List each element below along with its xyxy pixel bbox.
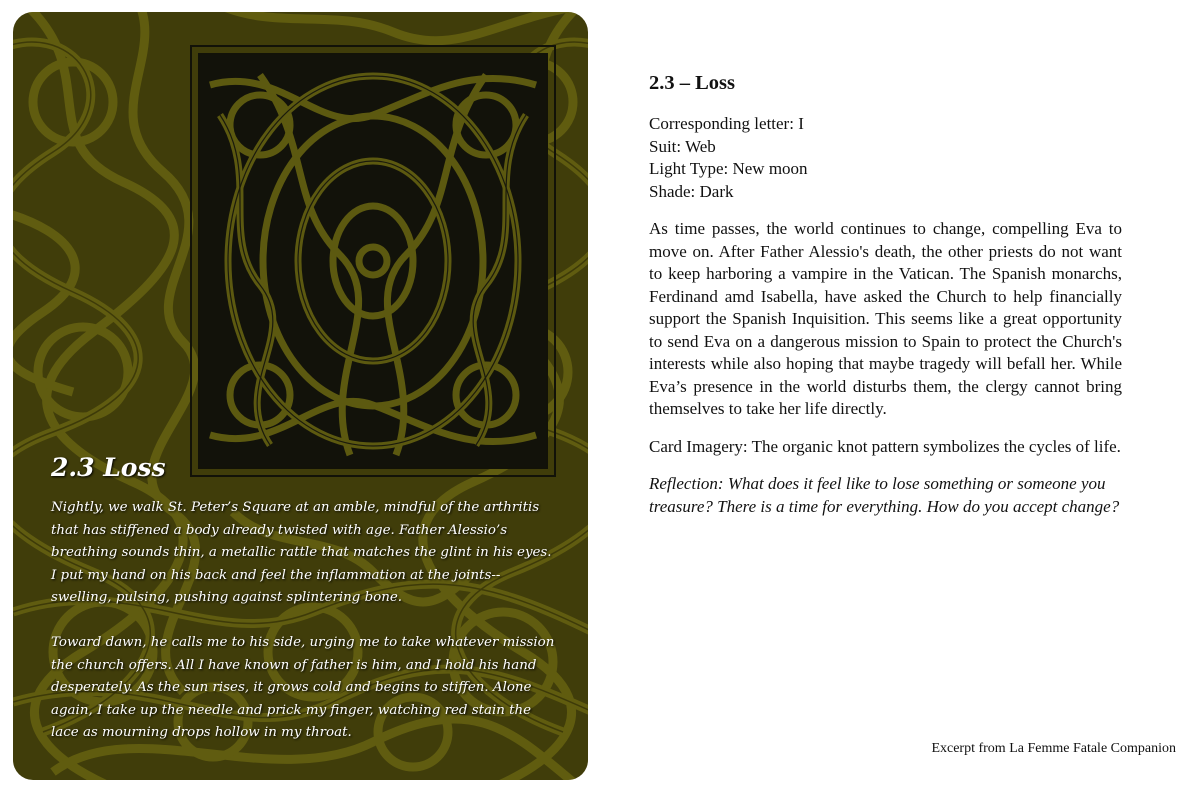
knot-illustration-panel (198, 53, 548, 469)
card-title: 2.3 Loss (51, 453, 166, 482)
meta-light-type: Light Type: New moon (649, 159, 808, 178)
source-caption: Excerpt from La Femme Fatale Companion (931, 741, 1176, 756)
card-story-paragraph: Toward dawn, he calls me to his side, urging me to take whatever mission the church offers. All I have known of father is him, and I hold his hand desperately. As the sun rises, it grows cold and begins to stiffen. Alone again, I take up the needle and prick my finger, watching red stain the lace as mourning drops hollow in my throat. (51, 634, 555, 741)
card-description-panel (649, 72, 1122, 533)
card-story-paragraph: Nightly, we walk St. Peter’s Square at an amble, mindful of the arthritis that has stiffened a body already twisted with age. Father Alessio’s breathing sounds thin, a metallic rattle that matches the glint in his eyes. I put my hand on his back and feel the inflammation at the joints-- swelling, pulsing, pushing against splintering bone. (51, 500, 552, 606)
tarot-card (13, 12, 588, 780)
meta-shade: Shade: Dark (649, 181, 734, 201)
knot-illustration (200, 55, 546, 467)
card-story-text (51, 497, 561, 767)
card-heading: 2.3 – Loss (649, 72, 736, 94)
meta-suit: Suit: Web (649, 136, 716, 156)
card-imagery: Card Imagery: The organic knot pattern symbolizes the cycles of life. (649, 436, 1121, 456)
card-illustration-frame (190, 45, 556, 477)
card-description: As time passes, the world continues to change, compelling Eva to move on. After Father Alessio's death, the other priests do not want to keep harboring a vampire in the Vatican. The Spanish monarchs, Ferdinand amd Isabella, have asked the Church to help financially support the Spanish Inquisition. This seems like a great opportunity to send Eva on a dangerous mission to Spain to protect the Church's interests while also hoping that maybe tragedy will befall her. While Eva’s presence in the world disturbs them, the clergy cannot bring themselves to take her life directly. (649, 219, 1122, 418)
meta-corresponding-letter: Corresponding letter: I (649, 114, 804, 133)
card-reflection: Reflection: What does it feel like to lose something or someone you treasure? There is a time for everything. How do you accept change? (649, 474, 1120, 516)
card-metadata (649, 113, 1122, 203)
